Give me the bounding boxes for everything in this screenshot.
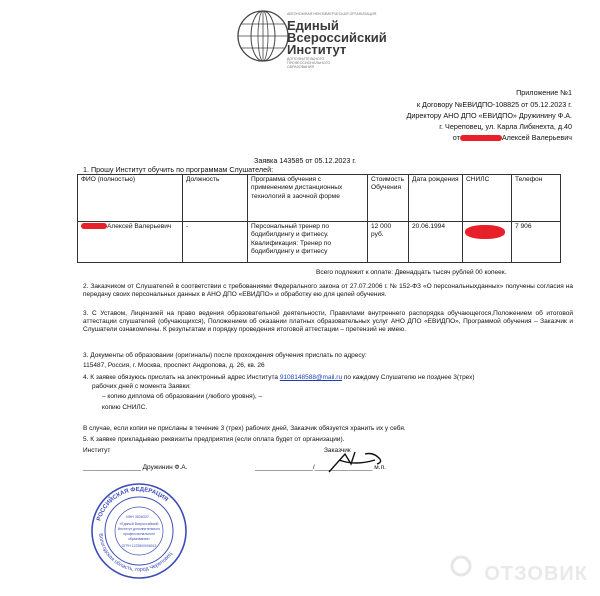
logo-title-1: Единый xyxy=(287,18,339,33)
stamp-outer-bottom: Вологодская область, город Череповец xyxy=(97,533,174,574)
redacted-snils xyxy=(465,225,505,239)
stamp-inner-4: образования» xyxy=(127,537,151,541)
cell-snils xyxy=(463,222,512,263)
logo-org-top: АВТОНОМНАЯ НЕКОММЕРЧЕСКАЯ ОРГАНИЗАЦИЯ xyxy=(287,12,377,16)
logo-sub-1: ДОПОЛНИТЕЛЬНОГО xyxy=(287,57,325,61)
paragraph-4-line4: копию СНИЛС. xyxy=(102,404,148,411)
application-title: Заявка 143585 от 05.12.2023 г. xyxy=(254,156,357,165)
paragraph-6: 5. К заявке прикладываю реквизиты предприятия (если оплата будет от организации). xyxy=(83,436,345,443)
appendix-director: Директору АНО ДПО «ЕВИДПО» Дружинину Ф.А. xyxy=(406,111,572,120)
paragraph-4-text-a: 4. К заявке обязуюсь прислать на электронный адрес Института xyxy=(83,374,280,381)
watermark-text: ОТЗОВИК xyxy=(484,563,588,585)
header-snils: СНИЛС xyxy=(463,175,512,222)
institute-label: Институт xyxy=(83,447,111,454)
logo-title-2: Всероссийский xyxy=(287,30,387,45)
header-program: Программа обучения с применением дистанционных технологий в заочной форме xyxy=(248,175,368,222)
application-request: 1. Прошу Институт обучить по программам Слушателей: xyxy=(83,165,274,174)
appendix-contract: к Договору №ЕВИДПО-108825 от 05.12.2023 г. xyxy=(416,100,572,109)
appendix-from-name: Алексей Валерьевич xyxy=(501,133,572,142)
cell-position: - xyxy=(183,222,248,263)
header-position: Должность xyxy=(183,175,248,222)
appendix-block xyxy=(272,88,572,142)
stamp-inner-3: профессионального xyxy=(123,532,155,536)
otzovik-logo-icon xyxy=(450,555,472,577)
customer-label: Заказчик xyxy=(324,447,351,454)
logo-sub-3: ОБРАЗОВАНИЯ xyxy=(287,65,315,69)
paragraph-3-docs: 3. Документы об образовании (оригиналы) после прохождения обучения прислать по адресу: xyxy=(83,352,367,359)
customer-signature-icon xyxy=(325,448,395,478)
paragraph-5: В случае, если копии не присланы в течение 3 (трех) рабочих дней, Заказчик обязуется хранить их у себя. xyxy=(83,425,406,432)
appendix-from-prefix: от xyxy=(452,133,460,142)
stamp-seal-icon xyxy=(90,482,188,580)
cell-name xyxy=(78,222,183,263)
logo-block xyxy=(235,8,415,70)
table-header-row xyxy=(78,175,561,222)
paragraph-4-line2: рабочих дней с момента Заявки: xyxy=(92,383,191,390)
stamp-ogrn: ОГРН 1223500006913 xyxy=(121,544,157,548)
redacted-surname-table xyxy=(81,223,107,229)
header-fio: ФИО (полностью) xyxy=(78,175,183,222)
cell-phone: 7 906 xyxy=(512,222,561,263)
paragraph-3-address: 115487, Россия, г. Москва, проспект Андропова, д. 26, кв. 26 xyxy=(83,362,265,369)
header-birth: Дата рождения xyxy=(409,175,463,222)
email-link[interactable]: 9108148588@mail.ru xyxy=(279,374,343,381)
appendix-address: г. Череповец, ул. Карла Либкнехта, д.40 xyxy=(439,122,572,131)
header-phone: Телефон xyxy=(512,175,561,222)
cell-name-text: Алексей Валерьевич xyxy=(107,223,172,230)
table-row xyxy=(78,222,561,263)
cell-program: Персональный тренер по бодибилдингу и фитнесу. Квалификация: Тренер по бодибилдингу и фитнесу xyxy=(248,222,368,263)
globe-logo-icon xyxy=(235,8,291,64)
paragraph-4 xyxy=(83,374,583,382)
paragraph-2: 2. Заказчиком от Слушателей в соответствии с требованиями Федерального закона от 27.07.2006 г. № 152-ФЗ «О персональныхданных» получены согласия на передачу своих персональных данных в АНО ДПО «ЕВИДПО» и обработку ею для целей обучения. xyxy=(83,283,573,298)
header-cost: Стоимость Обучения xyxy=(368,175,409,222)
stamp-inner-2: Институт дополнительного xyxy=(117,527,161,531)
cell-cost: 12 000 руб. xyxy=(368,222,409,263)
paragraph-4-line3: – копию диплома об образовании (любого уровня), – xyxy=(102,393,263,400)
total-line: Всего подлежит к оплате: Двенадцать тысяч рублей 00 копеек. xyxy=(316,269,507,276)
redacted-surname xyxy=(460,135,502,141)
customer-signature-line: ________________/________________ м.п. xyxy=(255,464,386,471)
logo-title-3: Институт xyxy=(287,42,347,57)
listeners-table xyxy=(77,174,561,263)
stamp-outer-top: РОССИЙСКАЯ ФЕДЕРАЦИЯ xyxy=(96,486,169,522)
logo-sub-2: ПРОФЕССИОНАЛЬНОГО xyxy=(287,61,331,65)
cell-birth: 20.06.1994 xyxy=(409,222,463,263)
stamp-inner-1: «Единый Всероссийский xyxy=(119,522,159,526)
institute-signature-line: ________________ Дружинин Ф.А. xyxy=(83,464,188,471)
appendix-title: Приложение №1 xyxy=(516,88,572,97)
appendix-from xyxy=(272,133,572,142)
paragraph-4-text-b: по каждому Слушателю не позднее 3(трех) xyxy=(342,374,475,381)
paragraph-3: 3. С Уставом, Лицензией на право ведения образовательной деятельности, Правилами внутреннего распорядка обучающегося,Положением об итоговой аттестации слушателей (обучающихся), Положением об оказании платных образовательных услуг АНО ДПО «ЕВИДПО», Программой обучения – Заказчик и Слушатели ознакомлены. К результатам и порядку проведения итоговой аттестации – претензий не имею. xyxy=(83,310,573,333)
stamp-inn: ИНН 3528337... xyxy=(126,515,152,519)
